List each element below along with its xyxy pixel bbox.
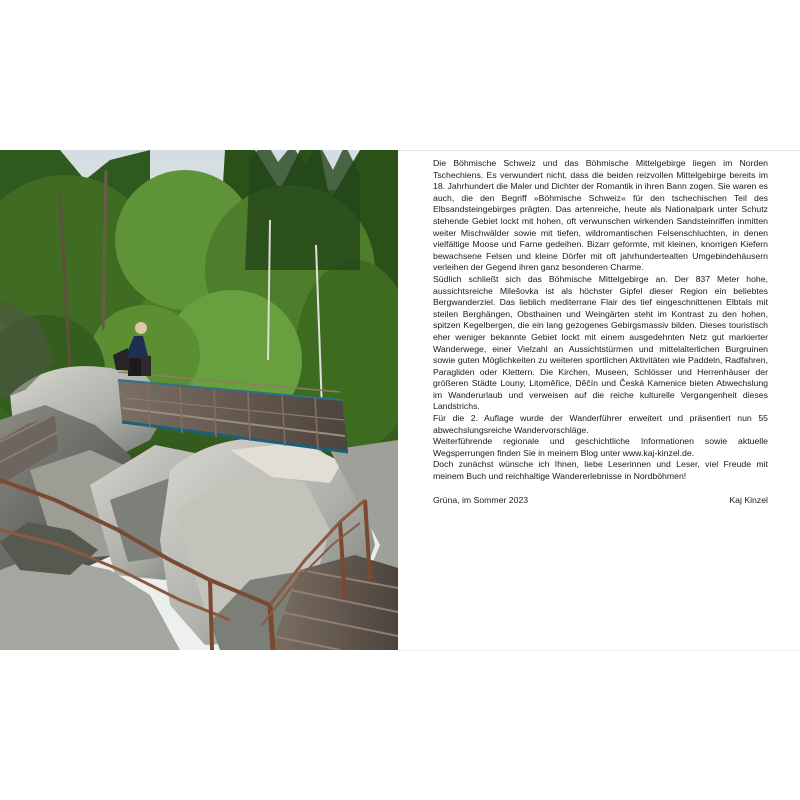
place-date: Grüna, im Sommer 2023 [433, 494, 529, 505]
page-top-rule [398, 150, 800, 151]
photo-illustration [0, 150, 398, 650]
paragraph-bohemian-switzerland: Die Böhmische Schweiz und das Böhmische Mittelgebirge liegen im Norden Tschechiens. Es verwundert nicht, dass die beiden reizvollen Mittelgebirge bereits im 18. Jahrhundert die Maler und Dichter der Romantik in ihren Bann zogen. Sie waren es auch, die den Begriff »Böhmische Schweiz« für den tschechischen Teil des Elbsandsteingebirges prägten. Das artenreiche, heute als Nationalpark unter Schutz stehende Gebiet lockt mit hohen, oft verwunschen wirkenden Sandsteinriffen inmitten weiter Mischwälder sowie mit tiefen, wildromantischen Felsenschluchten, in denen vielfältige Moose und Farne gedeihen. Bizarr geformte, mit kleinen, knorrigen Kiefern bewachsene Felsen und kleine Dörfer mit oft jahrhundertealten Umgebindehäusern verleihen der Gegend ihren ganz besonderen Charme. [433, 158, 768, 273]
signature-line [433, 495, 768, 507]
preface-text [433, 158, 768, 506]
author-name: Kaj Kinzel [729, 494, 768, 505]
paragraph-second-edition: Für die 2. Auflage wurde der Wanderführer erweitert und präsentiert nun 55 abwechslungsreiche Wandervorschläge. [433, 413, 768, 435]
page-bottom-rule [398, 650, 800, 651]
paragraph-central-bohemian-uplands: Südlich schließt sich das Böhmische Mittelgebirge an. Der 837 Meter hohe, aussichtsreiche Milešovka ist als höchster Gipfel dieser Region ein beliebtes Bergwanderziel. Das lieblich mediterrane Flair des tief eingeschnittenen Elbtals mit steilen Berghängen, Obsthainen und Weingärten steht im Kontrast zu den hohen, spitzen Kegelbergen, die ein lang gezogenes Gebirgsmassiv bilden. Dieses touristisch eher weniger bekannte Gebiet lockt mit einem ausgedehnten Netz gut markierter Wanderwege, einer Vielzahl an Aussichtstürmen und mittelalterlichen Burgruinen sowie guten Möglichkeiten zu weiteren sportlichen Aktivitäten wie Paddeln, Radfahren, Paragliden oder Klettern. Die Kirchen, Museen, Schlösser und Herrenhäuser der größeren Städte Louny, Litoměřice, Děčín und Česká Kamenice bieten Abwechslung im Wanderurlaub und verweisen auf die reiche kulturelle Vergangenheit dieses Landstrichs. [433, 273, 768, 412]
paragraph-closing-wish: Doch zunächst wünsche ich Ihnen, liebe Leserinnen und Leser, viel Freude mit meinem Buch und reichhaltige Wandererlebnisse in Nordböhmen! [433, 459, 768, 482]
landscape-photo [0, 150, 398, 650]
paragraph-further-information: Weiterführende regionale und geschichtliche Informationen sowie aktuelle Wegsperrungen finden Sie in meinem Blog unter www.kaj-kinzel.de. [433, 436, 768, 458]
